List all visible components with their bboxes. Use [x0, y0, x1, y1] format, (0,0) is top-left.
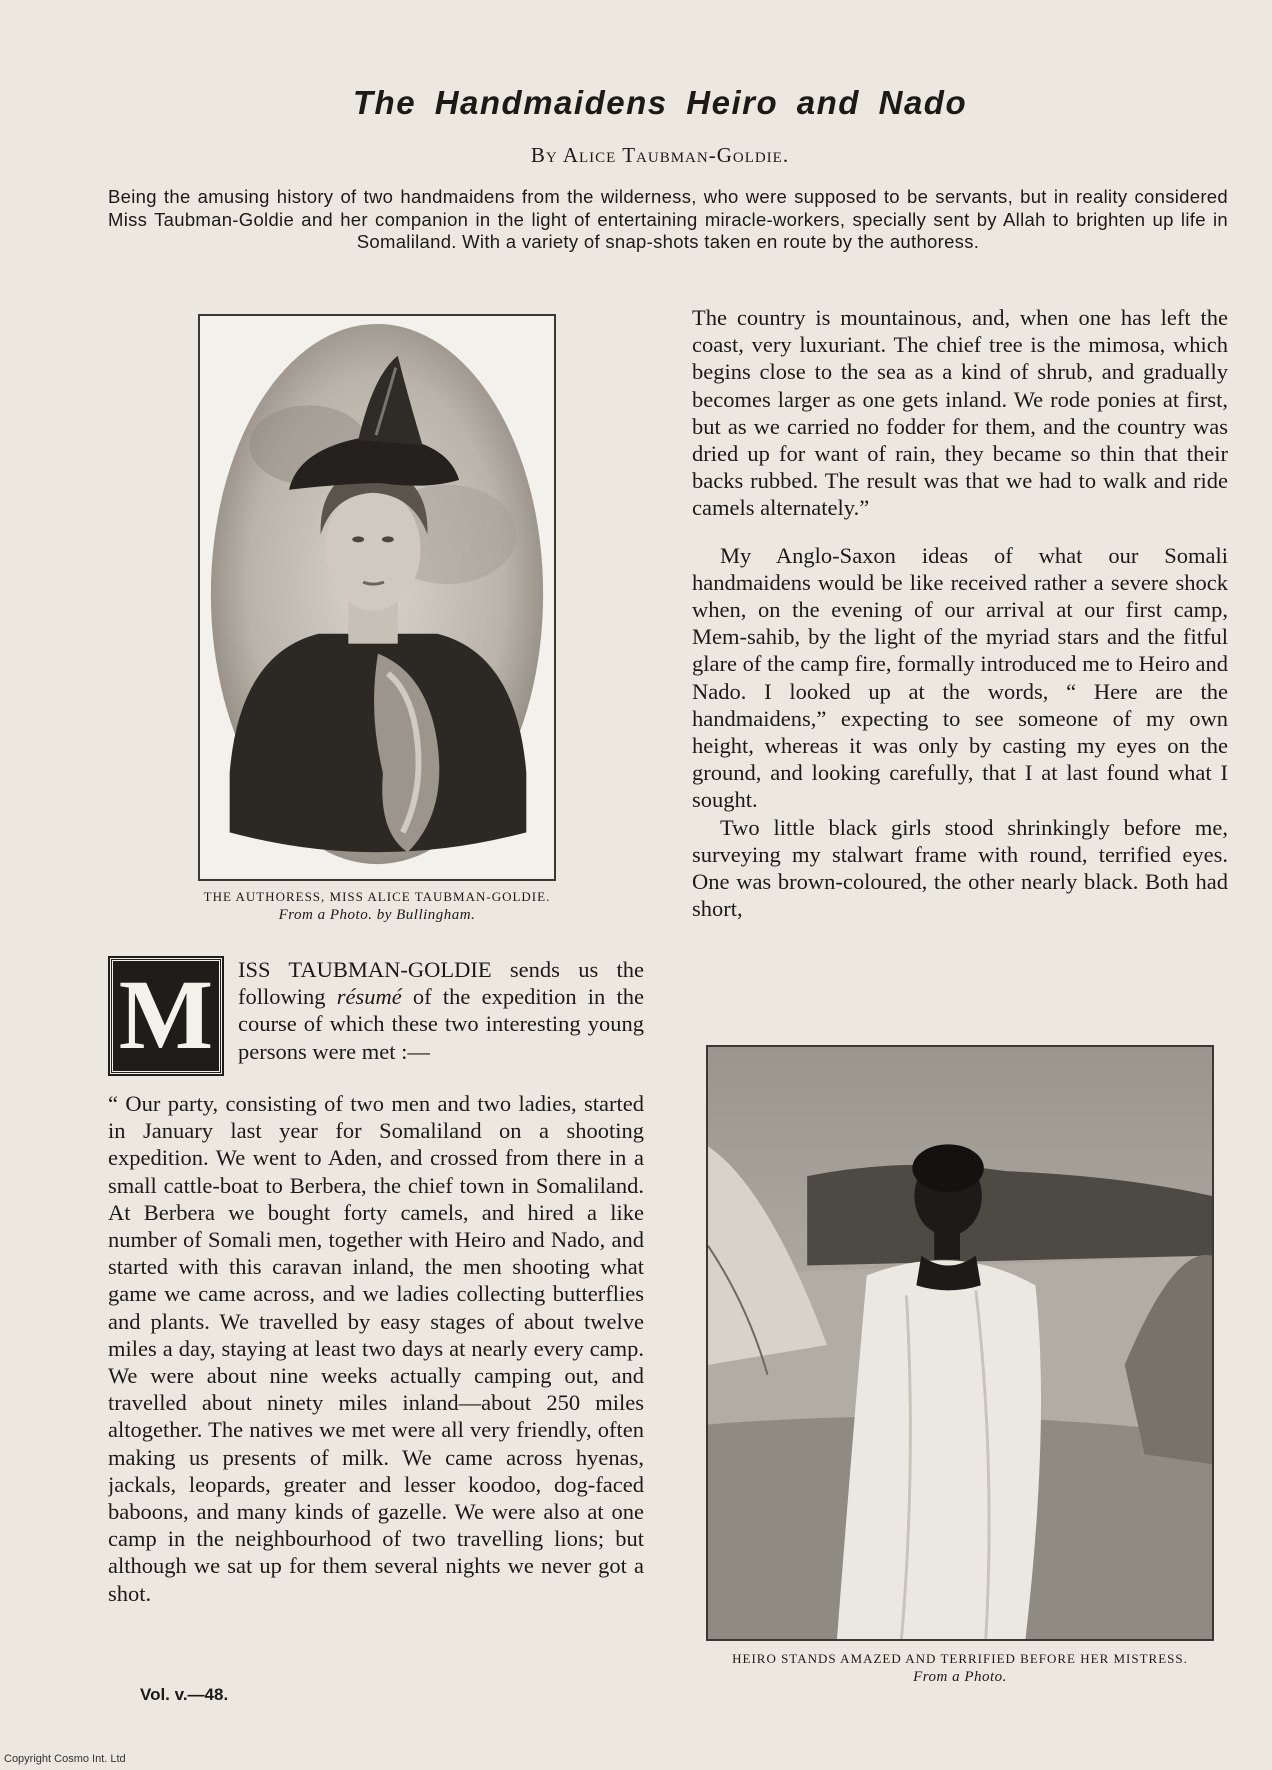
article-byline: By Alice Taubman-Goldie. — [530, 143, 790, 167]
heiro-image — [708, 1047, 1212, 1639]
copyright-notice: Copyright Cosmo Int. Ltd — [4, 1753, 126, 1765]
right-column — [692, 304, 1228, 922]
heiro-credit: From a Photo. — [913, 1669, 1007, 1685]
portrait-caption: THE AUTHORESS, MISS ALICE TAUBMAN-GOLDIE. — [203, 889, 551, 904]
heiro-photo — [706, 1045, 1214, 1641]
portrait-image — [200, 316, 554, 879]
portrait-caption-block — [178, 888, 576, 924]
body-paragraph: The country is mountainous, and, when one has left the coast, very luxuriant. The chief tree is the mimosa, which begins close to the sea as a kind of shrub, and gradually becomes larger as one gets inland. We rode ponies at first, but as we carried no fodder for them, and the country was dried up for want of rain, they became so thin that their backs rubbed. The result was that we had to walk and ride camels alternately.” — [692, 305, 1228, 521]
drop-cap-letter: M — [118, 959, 214, 1070]
body-paragraph: Two little black girls stood shrinkingly before me, surveying my stalwart frame with round, terrified eyes. One was brown-coloured, the other nearly black. Both had short, — [692, 814, 1228, 922]
body-paragraph: “ Our party, consisting of two men and two ladies, started in January last year for Somaliland on a shooting expedition. We went to Aden, and crossed from there in a small cattle-boat to Berbera, the chief town in Somaliland. At Berbera we bought forty camels, and hired a like number of Somali men, together with Heiro and Nado, and started with this caravan inland, the men shooting what game we came across, and we ladies collecting butterflies and plants. We travelled by easy stages of about twelve miles a day, staying at least two days at nearly every camp. We were about nine weeks actually camping out, and travelled about ninety miles inland—about 250 miles altogether. The natives we met were all very friendly, often making us presents of milk. We came across hyenas, jackals, leopards, greater and lesser koodoo, dog-faced baboons, and many kinds of gazelle. We were also at one camp in the neighbourhood of two travelling lions; but although we sat up for them several nights we never got a shot. — [108, 1091, 644, 1606]
heiro-caption: HEIRO STANDS AMAZED AND TERRIFIED BEFORE HER MISTRESS. — [732, 1651, 1188, 1666]
drop-cap — [110, 958, 222, 1074]
lead-text-continued: of the expedition in the course of which these two interesting young persons were met :— — [238, 984, 644, 1064]
lead-text: ISS TAUBMAN-GOLDIE sends us the following — [238, 957, 644, 1010]
body-paragraph: My Anglo-Saxon ideas of what our Somali handmaidens would be like received rather a severe shock when, on the evening of our arrival at our first camp, Mem-sahib, by the light of the myriad stars and the fitful glare of the camp fire, formally introduced me to Heiro and Nado. I looked up at the words, “ Here are the handmaidens,” expecting to see someone of my own height, whereas it was only by casting my eyes on the ground, and looking carefully, that I at last found what I sought. — [692, 542, 1228, 813]
lead-paragraph — [238, 956, 644, 1065]
portrait-photo — [198, 314, 556, 881]
heiro-caption-block — [690, 1650, 1230, 1686]
article-title: The Handmaidens Heiro and Nado — [352, 84, 968, 121]
lead-resume: résumé — [336, 984, 402, 1010]
portrait-credit: From a Photo. by Bullingham. — [278, 907, 476, 923]
left-column — [108, 1090, 644, 1680]
article-standfirst: Being the amusing history of two handmaidens from the wilderness, who were supposed to be servants, but in reality considered Miss Taubman-Goldie and her companion in the light of entertaining miracle-workers, specially sent by Allah to brighten up life in Somaliland. With a variety of snap-shots taken en route by the authoress. — [108, 186, 1228, 252]
volume-folio: Vol. v.—48. — [140, 1685, 229, 1704]
